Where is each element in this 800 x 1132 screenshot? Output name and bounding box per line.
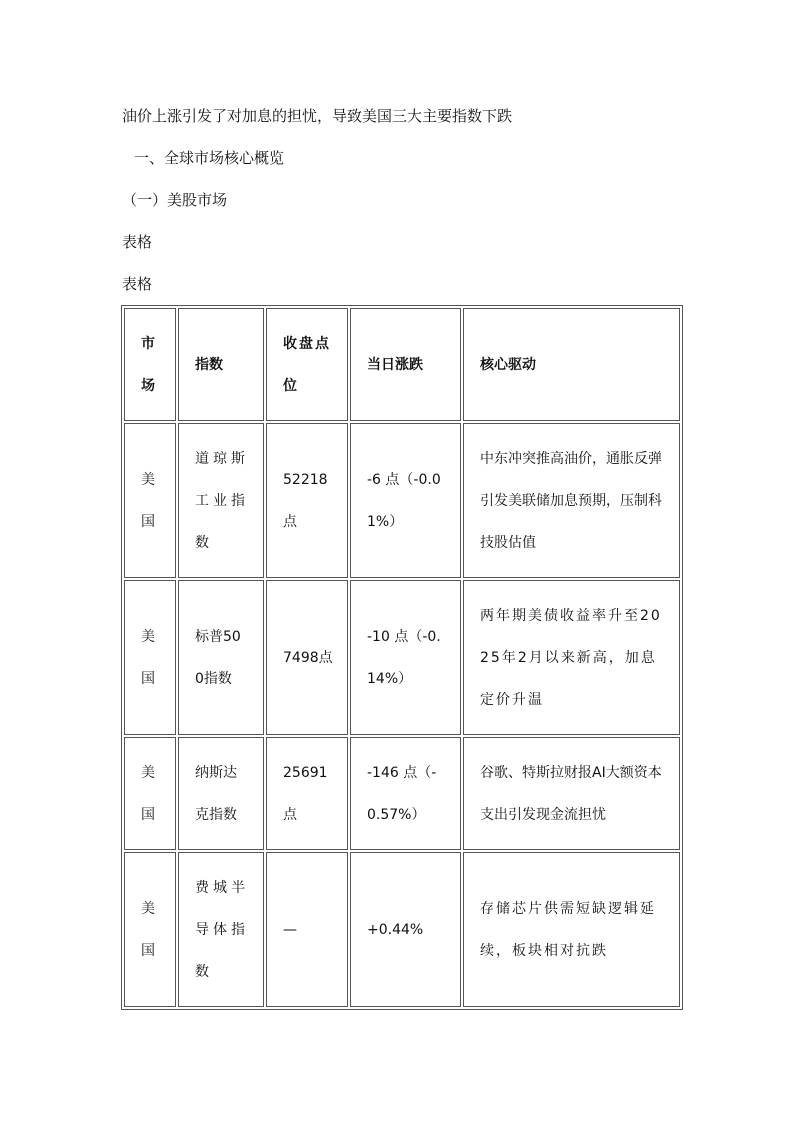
intro-text: 油价上涨引发了对加息的担忧，导致美国三大主要指数下跌 — [122, 107, 513, 125]
cell-market: 美国 — [124, 852, 176, 1007]
table-row — [124, 852, 680, 1007]
table-label: 表格 — [122, 233, 153, 251]
cell-index: 道琼斯工业指数 — [178, 423, 264, 578]
cell-driver: 中东冲突推高油价，通胀反弹引发美联储加息预期，压制科技股估值 — [463, 423, 680, 578]
cell-index: 纳斯达克指数 — [178, 737, 264, 850]
cell-index: 标普500指数 — [178, 580, 264, 735]
cell-close: 52218点 — [266, 423, 348, 578]
table-row — [124, 580, 680, 735]
cell-driver: 两年期美债收益率升至2025年2月以来新高，加息定价升温 — [463, 580, 680, 735]
table-row — [124, 423, 680, 578]
table-row — [124, 737, 680, 850]
cell-change: -6 点（-0.01%） — [350, 423, 461, 578]
cell-driver: 存储芯片供需短缺逻辑延续，板块相对抗跌 — [463, 852, 680, 1007]
cell-close: 25691点 — [266, 737, 348, 850]
market-table — [121, 305, 679, 1010]
section-heading: 一、全球市场核心概览 — [134, 149, 285, 167]
cell-market: 美国 — [124, 737, 176, 850]
header-driver: 核心驱动 — [463, 308, 680, 421]
cell-close: 7498点 — [266, 580, 348, 735]
cell-market: 美国 — [124, 580, 176, 735]
cell-driver: 谷歌、特斯拉财报AI大额资本支出引发现金流担忧 — [463, 737, 680, 850]
cell-market: 美国 — [124, 423, 176, 578]
header-index: 指数 — [178, 308, 264, 421]
header-change: 当日涨跌 — [350, 308, 461, 421]
cell-change: -146 点（-0.57%） — [350, 737, 461, 850]
header-market: 市场 — [124, 308, 176, 421]
header-close: 收盘点位 — [266, 308, 348, 421]
table-label: 表格 — [122, 275, 153, 293]
subsection-heading: （一）美股市场 — [122, 191, 228, 209]
cell-change: +0.44% — [350, 852, 461, 1007]
cell-index: 费城半导体指数 — [178, 852, 264, 1007]
cell-change: -10 点（-0.14%） — [350, 580, 461, 735]
cell-close: — — [266, 852, 348, 1007]
